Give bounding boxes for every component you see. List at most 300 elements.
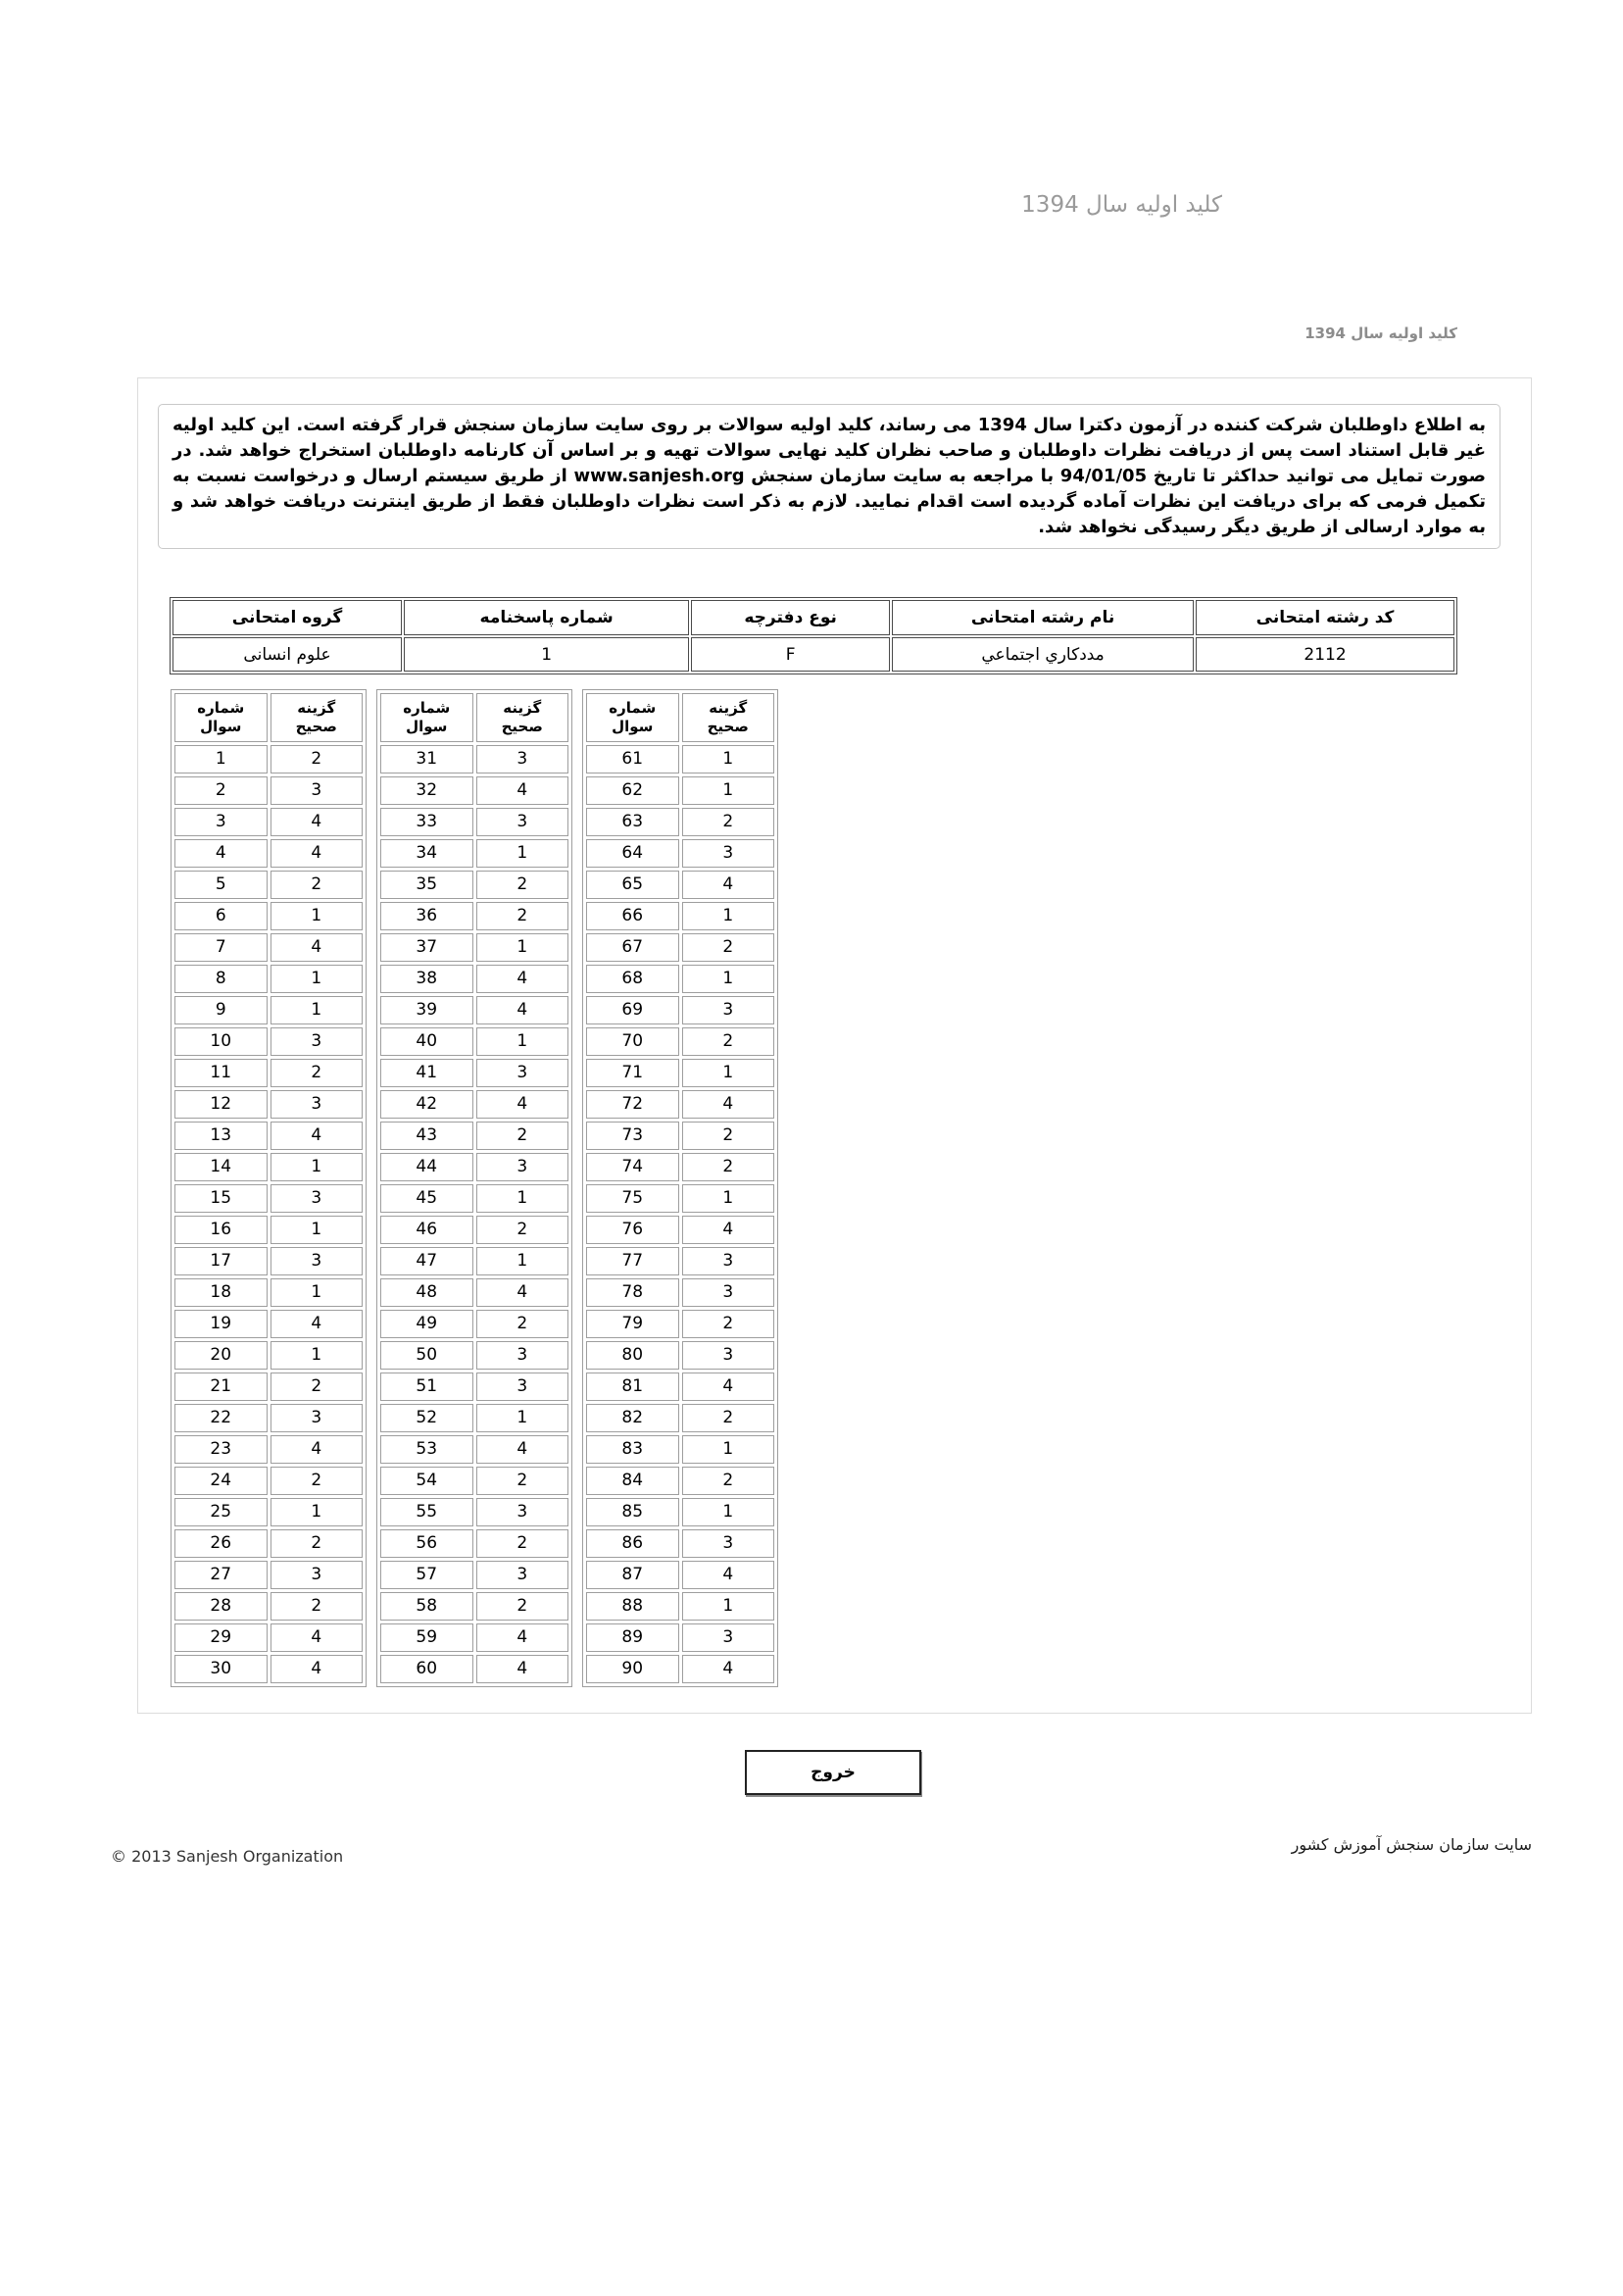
question-number-cell: 34	[380, 839, 473, 868]
question-number-cell: 25	[174, 1498, 268, 1526]
answer-key-row	[380, 902, 568, 930]
question-number-cell: 55	[380, 1498, 473, 1526]
correct-option-cell: 4	[476, 1090, 569, 1119]
answer-key-row	[380, 1341, 568, 1370]
correct-option-cell: 1	[682, 1498, 775, 1526]
correct-option-cell: 4	[476, 1278, 569, 1307]
correct-option-cell: 2	[270, 1467, 364, 1495]
correct-option-cell: 2	[270, 1529, 364, 1558]
answer-key-row	[586, 902, 774, 930]
header-exam-group: گروه امتحانی	[172, 600, 402, 635]
answer-key-row	[586, 1561, 774, 1589]
answer-key-row	[174, 1655, 363, 1683]
correct-option-cell: 1	[476, 933, 569, 962]
answer-key-row	[586, 1529, 774, 1558]
correct-option-cell: 4	[476, 965, 569, 993]
answer-key-row	[380, 965, 568, 993]
answer-key-row	[174, 1341, 363, 1370]
answer-key-row	[586, 1122, 774, 1150]
answer-key-row	[586, 933, 774, 962]
answer-key-row	[174, 1153, 363, 1181]
correct-option-cell: 3	[682, 1341, 775, 1370]
answer-key-row	[174, 996, 363, 1024]
correct-option-cell: 3	[476, 1059, 569, 1087]
correct-option-cell: 3	[270, 1404, 364, 1432]
correct-option-cell: 1	[270, 965, 364, 993]
correct-option-cell: 4	[476, 1623, 569, 1652]
answer-key-row	[380, 1592, 568, 1621]
question-number-cell: 3	[174, 808, 268, 836]
question-number-cell: 59	[380, 1623, 473, 1652]
correct-option-cell: 3	[682, 839, 775, 868]
page-title: کلید اولیه سال 1394	[1021, 192, 1222, 218]
correct-option-header: گزینه صحیح	[476, 693, 569, 742]
answer-key-row	[174, 1247, 363, 1275]
answer-key-row	[586, 745, 774, 774]
answer-key-row	[586, 1090, 774, 1119]
answer-key-row	[586, 1498, 774, 1526]
correct-option-cell: 4	[476, 996, 569, 1024]
correct-option-cell: 2	[476, 902, 569, 930]
answer-key-row	[586, 1059, 774, 1087]
header-booklet-type: نوع دفترچه	[691, 600, 890, 635]
copyright-text: © 2013 Sanjesh Organization	[111, 1847, 344, 1866]
question-number-cell: 32	[380, 776, 473, 805]
correct-option-cell: 3	[270, 1184, 364, 1213]
header-answersheet-number: شماره پاسخنامه	[404, 600, 689, 635]
question-number-cell: 67	[586, 933, 679, 962]
question-number-cell: 54	[380, 1467, 473, 1495]
correct-option-cell: 3	[270, 1561, 364, 1589]
question-number-cell: 76	[586, 1216, 679, 1244]
question-number-cell: 7	[174, 933, 268, 962]
answer-key-row	[586, 1655, 774, 1683]
question-number-cell: 44	[380, 1153, 473, 1181]
correct-option-cell: 1	[682, 1435, 775, 1464]
question-number-cell: 78	[586, 1278, 679, 1307]
question-number-cell: 89	[586, 1623, 679, 1652]
answer-key-row	[174, 808, 363, 836]
answer-key-row	[586, 1404, 774, 1432]
question-number-cell: 20	[174, 1341, 268, 1370]
question-number-cell: 11	[174, 1059, 268, 1087]
correct-option-cell: 1	[476, 1027, 569, 1056]
question-number-cell: 15	[174, 1184, 268, 1213]
question-number-cell: 65	[586, 871, 679, 899]
correct-option-cell: 3	[682, 1247, 775, 1275]
answer-table-61-90	[582, 689, 778, 1687]
answer-key-row	[380, 1122, 568, 1150]
answer-key-row	[174, 1404, 363, 1432]
answer-key-row	[586, 1623, 774, 1652]
question-number-cell: 75	[586, 1184, 679, 1213]
question-number-cell: 9	[174, 996, 268, 1024]
correct-option-cell: 3	[270, 1247, 364, 1275]
question-number-cell: 35	[380, 871, 473, 899]
question-number-cell: 66	[586, 902, 679, 930]
correct-option-cell: 3	[476, 1341, 569, 1370]
exam-info-table	[170, 597, 1457, 674]
answer-key-row	[586, 996, 774, 1024]
answer-key-row	[380, 808, 568, 836]
correct-option-cell: 3	[270, 1090, 364, 1119]
question-number-cell: 43	[380, 1122, 473, 1150]
question-number-cell: 82	[586, 1404, 679, 1432]
answer-key-row	[380, 1090, 568, 1119]
question-number-cell: 22	[174, 1404, 268, 1432]
question-number-cell: 52	[380, 1404, 473, 1432]
question-number-cell: 63	[586, 808, 679, 836]
answer-key-row	[174, 1027, 363, 1056]
question-number-cell: 6	[174, 902, 268, 930]
question-number-cell: 84	[586, 1467, 679, 1495]
site-name-text: سایت سازمان سنجش آموزش کشور	[1291, 1835, 1532, 1854]
question-number-cell: 30	[174, 1655, 268, 1683]
question-number-cell: 33	[380, 808, 473, 836]
correct-option-cell: 3	[270, 1027, 364, 1056]
correct-option-cell: 1	[270, 996, 364, 1024]
value-exam-field-name: مددكاري اجتماعي	[892, 637, 1194, 672]
exit-button[interactable]: خروج	[745, 1750, 921, 1795]
answer-key-row	[380, 1153, 568, 1181]
answer-key-row	[174, 1498, 363, 1526]
correct-option-cell: 3	[682, 1623, 775, 1652]
answer-key-row	[174, 1529, 363, 1558]
correct-option-cell: 3	[682, 1278, 775, 1307]
question-number-cell: 51	[380, 1373, 473, 1401]
question-number-cell: 26	[174, 1529, 268, 1558]
correct-option-cell: 4	[682, 1090, 775, 1119]
correct-option-cell: 2	[682, 1153, 775, 1181]
question-number-cell: 73	[586, 1122, 679, 1150]
answer-key-row	[380, 1655, 568, 1683]
answer-key-row	[586, 1341, 774, 1370]
question-number-cell: 83	[586, 1435, 679, 1464]
answer-key-row	[586, 1184, 774, 1213]
answer-key-row	[586, 1310, 774, 1338]
correct-option-cell: 1	[270, 1278, 364, 1307]
answer-key-row	[586, 776, 774, 805]
answer-table-31-60	[376, 689, 572, 1687]
correct-option-cell: 2	[682, 1027, 775, 1056]
answer-key-row	[174, 965, 363, 993]
answer-key-row	[174, 1090, 363, 1119]
answer-key-tables	[171, 689, 778, 1687]
answer-key-row	[174, 871, 363, 899]
answer-key-row	[380, 839, 568, 868]
question-number-cell: 45	[380, 1184, 473, 1213]
question-number-cell: 39	[380, 996, 473, 1024]
answer-key-row	[174, 1592, 363, 1621]
answer-key-row	[174, 1216, 363, 1244]
correct-option-cell: 3	[682, 996, 775, 1024]
answer-key-row	[380, 1310, 568, 1338]
correct-option-cell: 1	[682, 1059, 775, 1087]
correct-option-cell: 2	[270, 1059, 364, 1087]
exam-info-value-row	[172, 637, 1454, 672]
correct-option-cell: 4	[682, 1655, 775, 1683]
question-number-cell: 40	[380, 1027, 473, 1056]
correct-option-cell: 2	[476, 1529, 569, 1558]
correct-option-cell: 2	[682, 1404, 775, 1432]
answer-key-row	[174, 1310, 363, 1338]
answer-key-row	[174, 1623, 363, 1652]
question-number-cell: 53	[380, 1435, 473, 1464]
correct-option-cell: 1	[476, 1247, 569, 1275]
value-booklet-type: F	[691, 637, 890, 672]
answer-key-row	[586, 1592, 774, 1621]
answer-key-row	[380, 745, 568, 774]
correct-option-cell: 1	[270, 1498, 364, 1526]
correct-option-cell: 4	[270, 1655, 364, 1683]
correct-option-cell: 2	[270, 1592, 364, 1621]
answer-key-row	[174, 1059, 363, 1087]
correct-option-cell: 4	[270, 1623, 364, 1652]
answer-key-row	[380, 1561, 568, 1589]
answer-key-row	[586, 1373, 774, 1401]
question-number-cell: 8	[174, 965, 268, 993]
question-number-header: شماره سوال	[586, 693, 679, 742]
question-number-cell: 50	[380, 1341, 473, 1370]
correct-option-cell: 2	[682, 1310, 775, 1338]
correct-option-cell: 3	[476, 1498, 569, 1526]
answer-table-1-30	[171, 689, 367, 1687]
correct-option-cell: 2	[270, 871, 364, 899]
answer-key-row	[174, 1561, 363, 1589]
correct-option-cell: 4	[270, 1310, 364, 1338]
correct-option-cell: 1	[476, 839, 569, 868]
question-number-cell: 21	[174, 1373, 268, 1401]
question-number-cell: 56	[380, 1529, 473, 1558]
correct-option-cell: 3	[476, 745, 569, 774]
question-number-cell: 74	[586, 1153, 679, 1181]
answer-key-row	[174, 776, 363, 805]
correct-option-cell: 1	[270, 1341, 364, 1370]
correct-option-cell: 2	[476, 1592, 569, 1621]
answer-key-row	[380, 1278, 568, 1307]
correct-option-cell: 4	[476, 1655, 569, 1683]
answer-table-header-row	[586, 693, 774, 742]
answer-key-row	[586, 871, 774, 899]
question-number-cell: 58	[380, 1592, 473, 1621]
correct-option-cell: 4	[476, 1435, 569, 1464]
correct-option-cell: 3	[476, 1561, 569, 1589]
question-number-cell: 49	[380, 1310, 473, 1338]
question-number-cell: 5	[174, 871, 268, 899]
correct-option-cell: 2	[476, 1122, 569, 1150]
answer-key-row	[380, 1467, 568, 1495]
correct-option-cell: 1	[682, 776, 775, 805]
correct-option-cell: 2	[476, 1216, 569, 1244]
answer-key-row	[380, 1529, 568, 1558]
value-exam-group: علوم انسانی	[172, 637, 402, 672]
correct-option-cell: 2	[682, 808, 775, 836]
question-number-cell: 12	[174, 1090, 268, 1119]
answer-key-row	[174, 902, 363, 930]
value-answersheet-number: 1	[404, 637, 689, 672]
answer-key-row	[380, 1498, 568, 1526]
question-number-cell: 29	[174, 1623, 268, 1652]
question-number-cell: 85	[586, 1498, 679, 1526]
correct-option-cell: 1	[682, 745, 775, 774]
question-number-cell: 28	[174, 1592, 268, 1621]
answer-key-row	[586, 965, 774, 993]
correct-option-cell: 1	[270, 902, 364, 930]
correct-option-cell: 4	[682, 1373, 775, 1401]
question-number-cell: 77	[586, 1247, 679, 1275]
question-number-cell: 90	[586, 1655, 679, 1683]
correct-option-cell: 1	[476, 1184, 569, 1213]
answer-key-row	[586, 1153, 774, 1181]
question-number-cell: 23	[174, 1435, 268, 1464]
answer-key-row	[586, 1247, 774, 1275]
question-number-cell: 18	[174, 1278, 268, 1307]
correct-option-cell: 4	[682, 871, 775, 899]
question-number-cell: 37	[380, 933, 473, 962]
question-number-cell: 81	[586, 1373, 679, 1401]
question-number-cell: 17	[174, 1247, 268, 1275]
question-number-cell: 19	[174, 1310, 268, 1338]
question-number-cell: 69	[586, 996, 679, 1024]
header-exam-field-name: نام رشته امتحانی	[892, 600, 1194, 635]
answer-key-row	[380, 1247, 568, 1275]
answer-key-row	[174, 1184, 363, 1213]
answer-key-row	[380, 1404, 568, 1432]
answer-key-row	[174, 1373, 363, 1401]
question-number-cell: 79	[586, 1310, 679, 1338]
correct-option-cell: 4	[682, 1216, 775, 1244]
question-number-cell: 64	[586, 839, 679, 868]
answer-key-row	[586, 839, 774, 868]
question-number-cell: 61	[586, 745, 679, 774]
answer-key-row	[174, 839, 363, 868]
correct-option-cell: 3	[476, 1153, 569, 1181]
question-number-cell: 31	[380, 745, 473, 774]
section-title: کلید اولیه سال 1394	[1304, 324, 1457, 342]
answer-key-row	[174, 1467, 363, 1495]
exam-info-header-row	[172, 600, 1454, 635]
correct-option-cell: 4	[270, 1435, 364, 1464]
answer-key-row	[174, 1435, 363, 1464]
question-number-cell: 1	[174, 745, 268, 774]
answer-key-row	[380, 1435, 568, 1464]
correct-option-cell: 3	[476, 808, 569, 836]
correct-option-cell: 1	[476, 1404, 569, 1432]
correct-option-cell: 4	[682, 1561, 775, 1589]
correct-option-header: گزینه صحیح	[682, 693, 775, 742]
question-number-cell: 27	[174, 1561, 268, 1589]
answer-key-row	[380, 1373, 568, 1401]
question-number-cell: 10	[174, 1027, 268, 1056]
question-number-cell: 71	[586, 1059, 679, 1087]
question-number-cell: 2	[174, 776, 268, 805]
question-number-cell: 68	[586, 965, 679, 993]
correct-option-cell: 1	[270, 1216, 364, 1244]
answer-key-row	[380, 776, 568, 805]
answer-key-row	[380, 1027, 568, 1056]
question-number-cell: 4	[174, 839, 268, 868]
question-number-cell: 42	[380, 1090, 473, 1119]
correct-option-cell: 3	[682, 1529, 775, 1558]
correct-option-header: گزینه صحیح	[270, 693, 364, 742]
answer-key-row	[586, 1435, 774, 1464]
correct-option-cell: 1	[682, 1184, 775, 1213]
correct-option-cell: 2	[476, 1467, 569, 1495]
question-number-cell: 36	[380, 902, 473, 930]
answer-table-header-row	[380, 693, 568, 742]
answer-key-row	[380, 933, 568, 962]
answer-key-row	[174, 933, 363, 962]
question-number-cell: 86	[586, 1529, 679, 1558]
answer-key-row	[586, 1216, 774, 1244]
answer-key-row	[586, 1278, 774, 1307]
answer-key-row	[380, 1216, 568, 1244]
question-number-cell: 80	[586, 1341, 679, 1370]
answer-key-row	[174, 745, 363, 774]
answer-key-row	[380, 1059, 568, 1087]
question-number-cell: 16	[174, 1216, 268, 1244]
question-number-cell: 60	[380, 1655, 473, 1683]
question-number-cell: 47	[380, 1247, 473, 1275]
correct-option-cell: 2	[270, 745, 364, 774]
correct-option-cell: 2	[270, 1373, 364, 1401]
correct-option-cell: 2	[476, 871, 569, 899]
question-number-header: شماره سوال	[174, 693, 268, 742]
question-number-cell: 48	[380, 1278, 473, 1307]
question-number-cell: 38	[380, 965, 473, 993]
correct-option-cell: 2	[476, 1310, 569, 1338]
correct-option-cell: 4	[476, 776, 569, 805]
answer-table-header-row	[174, 693, 363, 742]
correct-option-cell: 4	[270, 808, 364, 836]
correct-option-cell: 4	[270, 839, 364, 868]
question-number-cell: 72	[586, 1090, 679, 1119]
question-number-cell: 13	[174, 1122, 268, 1150]
question-number-cell: 62	[586, 776, 679, 805]
question-number-cell: 87	[586, 1561, 679, 1589]
correct-option-cell: 4	[270, 933, 364, 962]
answer-key-row	[174, 1278, 363, 1307]
answer-key-row	[174, 1122, 363, 1150]
question-number-cell: 88	[586, 1592, 679, 1621]
answer-key-row	[380, 871, 568, 899]
question-number-cell: 46	[380, 1216, 473, 1244]
question-number-cell: 14	[174, 1153, 268, 1181]
correct-option-cell: 1	[682, 902, 775, 930]
answer-key-row	[586, 1467, 774, 1495]
correct-option-cell: 2	[682, 1122, 775, 1150]
value-exam-field-code: 2112	[1196, 637, 1454, 672]
answer-key-row	[586, 808, 774, 836]
answer-key-row	[380, 1184, 568, 1213]
question-number-cell: 70	[586, 1027, 679, 1056]
answer-key-row	[380, 996, 568, 1024]
correct-option-cell: 3	[476, 1373, 569, 1401]
answer-key-row	[380, 1623, 568, 1652]
answer-key-row	[586, 1027, 774, 1056]
question-number-cell: 57	[380, 1561, 473, 1589]
question-number-cell: 24	[174, 1467, 268, 1495]
correct-option-cell: 2	[682, 1467, 775, 1495]
correct-option-cell: 1	[682, 1592, 775, 1621]
content-card	[137, 377, 1532, 1714]
question-number-cell: 41	[380, 1059, 473, 1087]
header-exam-field-code: کد رشته امتحانی	[1196, 600, 1454, 635]
correct-option-cell: 3	[270, 776, 364, 805]
correct-option-cell: 1	[682, 965, 775, 993]
notice-text: به اطلاع داوطلبان شركت كننده در آزمون دكترا سال 1394 می رساند، كلید اولیه سوالات بر روی سایت سازمان سنجش قرار گرفته است. این كلید اولیه غیر قابل استناد است پس از دریافت نظرات داوطلبان و صاحب نظران كلید نهایی سوالات تهیه و بر اساس آن كارنامه داوطلبان استخراج خواهد شد. در صورت تمایل می توانید حداكثر تا تاریخ 94/01/05 با مراجعه به سایت سازمان سنجش www.sanjesh.org از طریق سیستم ارسال و درخواست نسبت به تكمیل فرمی كه برای دریافت این نظرات آماده گردیده است اقدام نمایید. لازم به ذكر است نظرات داوطلبان فقط از طریق اینترنت دریافت خواهد شد و به موارد ارسالی از طریق دیگر رسیدگی نخواهد شد.	[158, 404, 1500, 549]
correct-option-cell: 1	[270, 1153, 364, 1181]
